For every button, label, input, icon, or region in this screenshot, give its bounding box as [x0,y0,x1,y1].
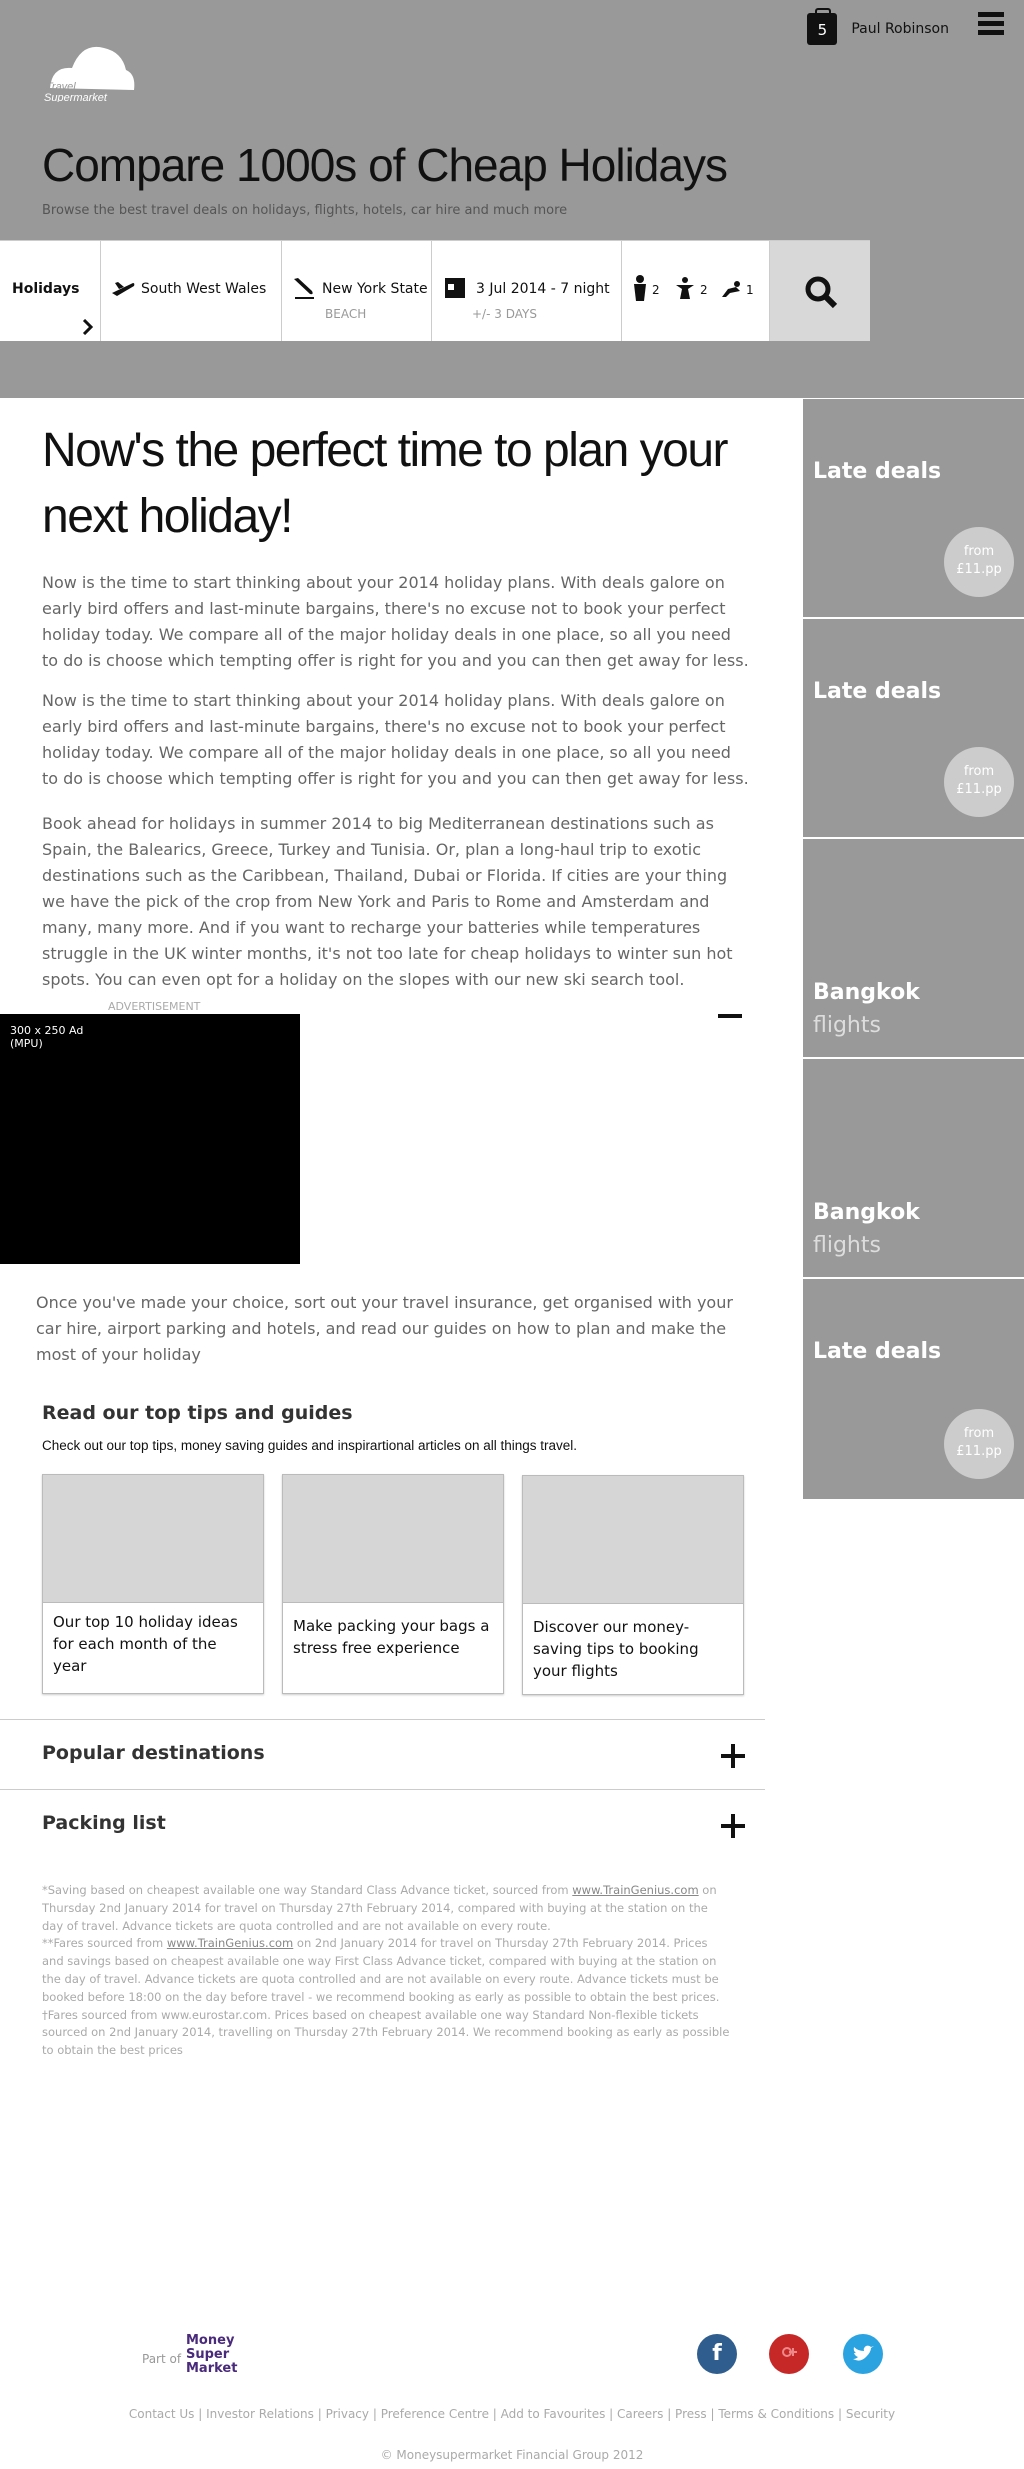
deal-subtitle: flights [813,1233,881,1258]
sidebar-destination-card[interactable] [803,1059,1024,1277]
destination-value: New York State [322,281,428,297]
from-value: South West Wales [141,281,267,297]
sidebar-deal-card[interactable] [803,1279,1024,1499]
adult-icon [632,275,648,301]
expand-icon[interactable] [721,1814,745,1838]
google-plus-icon[interactable] [769,2334,809,2374]
user-name[interactable]: Paul Robinson [851,21,949,37]
infants-count: 1 [746,283,754,297]
search-button[interactable] [770,241,870,341]
chevron-right-icon [82,319,94,335]
price-from: from [963,764,995,779]
deal-title: Bangkok [813,1200,920,1225]
logo-word: Money [186,2333,235,2348]
fine-print-text: †Fares sourced from www.eurostar.com. Prices based on cheapest available one way Standard Non-flexible tickets sourced on 2nd January 2014, travelling on Thursday 27th February 2014. We recommend booking as early as possible to obtain the best prices [42,2007,730,2058]
travelsupermarket-logo[interactable] [42,38,137,102]
hamburger-menu-icon[interactable] [978,12,1004,38]
intro-paragraph-2: Now is the time to start thinking about your 2014 holiday plans. With deals galore on early bird offers and last-minute bargains, there's no excuse not to book your perfect holiday today. We compare all of the major holiday deals in one place, so all you need to do is choose which tempting offer is right for you and you can then get away for less. [42,691,749,788]
destination-field[interactable] [282,241,432,341]
footer-links: Contact Us | Investor Relations | Privacy | Preference Centre | Add to Favourites | Careers | Press | Terms & Conditions | Security [128,2407,896,2421]
sidebar-destination-card[interactable] [803,839,1024,1057]
sidebar-deal-card[interactable] [803,619,1024,837]
accordion-title: Popular destinations [42,1742,265,1764]
part-of-label: Part of [142,2352,182,2366]
footer-link-add-to-favourites[interactable]: Add to Favourites [500,2407,606,2421]
ad-size-label: 300 x 250 Ad [10,1024,84,1037]
footer-link-preference-centre[interactable]: Preference Centre [380,2407,489,2421]
tip-card-title: Our top 10 holiday ideas for each month of the year [53,1613,238,1675]
passengers-field[interactable] [622,241,770,341]
bag-count: 5 [817,21,828,39]
destination-type: BEACH [325,307,367,321]
plane-landing-icon [292,277,316,299]
facebook-icon[interactable] [697,2334,737,2374]
tips-description: Check out our top tips, money saving guides and inspirartional articles on all things travel. [42,1438,578,1453]
children-count: 2 [700,283,708,297]
price-value: £11.pp [956,1444,1002,1459]
logo-text-supermarket: Supermarket [44,92,107,102]
copyright: © Moneysupermarket Financial Group 2012 [380,2448,644,2462]
adults-count: 2 [652,283,660,297]
intro-paragraph-1: Now is the time to start thinking about your 2014 holiday plans. With deals galore on early bird offers and last-minute bargains, there's no excuse not to book your perfect holiday today. We compare all of the major holiday deals in one place, so all you need to do is choose which tempting offer is right for you and you can then get away for less. [42,573,749,670]
closing-paragraph: Once you've made your choice, sort out your travel insurance, get organised with your car hire, airport parking and hotels, and read our guides on how to plan and make the most of your holiday [36,1293,733,1364]
tip-card-image [43,1475,263,1603]
footer-link-careers[interactable]: Careers [617,2407,664,2421]
logo-word: Market [186,2361,238,2376]
ad-type-label: (MPU) [10,1037,43,1050]
footer-link-investor-relations[interactable]: Investor Relations [206,2407,314,2421]
accordion-popular-destinations[interactable] [0,1719,765,1789]
deal-subtitle: flights [813,1013,881,1038]
deal-title: Late deals [813,459,942,484]
advertisement-mpu[interactable] [0,1014,300,1264]
tip-card-packing[interactable] [282,1474,504,1694]
price-badge [944,527,1014,597]
fine-print [42,1882,732,2060]
fine-print-text: **Fares sourced from [42,1936,167,1951]
footer-link-privacy[interactable]: Privacy [325,2407,370,2421]
traingenius-link[interactable]: www.TrainGenius.com [166,1936,294,1951]
logo-word: Super [186,2347,230,2362]
google-plus-glyph [779,2344,799,2364]
tip-card-holiday-ideas[interactable] [42,1474,264,1694]
deal-title: Bangkok [813,980,920,1005]
collapse-icon[interactable] [718,1014,742,1018]
tip-card-money-saving[interactable] [522,1475,744,1695]
price-badge [944,747,1014,817]
price-value: £11.pp [956,782,1002,797]
date-value: 3 Jul 2014 - 7 night [476,281,610,297]
footer-link-terms[interactable]: Terms & Conditions [718,2407,835,2421]
infant-icon [722,281,742,297]
twitter-bird-glyph [852,2345,874,2363]
sidebar-deal-card[interactable] [803,399,1024,617]
logo-text-travel: Travel [46,81,76,93]
from-field[interactable] [101,241,282,341]
price-from: from [963,544,995,559]
tip-card-image [283,1475,503,1603]
page-subtitle: Browse the best travel deals on holidays, flights, hotels, car hire and much more [42,203,568,218]
date-field[interactable] [432,241,622,341]
accordion-title: Packing list [42,1812,166,1834]
advertisement-label: ADVERTISEMENT [108,1000,201,1013]
date-flexibility: +/- 3 DAYS [472,307,537,321]
tip-card-title: Make packing your bags a stress free experience [293,1617,490,1657]
fine-print-text: *Saving based on cheapest available one way Standard Class Advance ticket, sourced from [42,1883,573,1897]
main-heading: Now's the perfect time to plan your next holiday! [42,424,728,543]
intro-paragraph-3: Book ahead for holidays in summer 2014 to big Mediterranean destinations such as Spain, the Balearics, Greece, Turkey and Tunisia. Or, plan a long-haul trip to exotic destinations such as the Caribbean, Thailand, Dubai or Florida. If cities are your thing we have the pick of the crop from New York and Paris to Rome and Amsterdam and many, many more. And if you want to recharge your batteries while temperatures struggle in the UK winter months, it's not too late for cheap holidays to winter sun hot spots. You can even opt for a holiday on the slopes with our new ski search tool. [42,814,733,989]
hero-header [0,0,1024,398]
fine-print-text: on 2nd January 2014 for travel on Thursday 27th February 2014. Prices and savings based on cheapest available one way First Class Advance ticket, compared with buying at the station on the day of travel. Advance tickets are quota controlled and are not available on every route. Advance tickets must be booked before 18:00 on the day before travel - we recommend booking as early as possible to obtain the best prices. [42,1936,720,2004]
search-type-selector[interactable] [0,241,101,341]
search-bar [0,240,870,340]
tip-card-image [523,1476,743,1604]
facebook-glyph: f [712,2341,722,2366]
footer-link-press[interactable]: Press [675,2407,707,2421]
user-area [807,13,949,45]
tips-title[interactable]: Read our top tips and guides [42,1402,353,1424]
search-icon [804,275,838,309]
moneysupermarket-logo[interactable] [186,2334,237,2376]
deal-title: Late deals [813,679,942,704]
bag-icon[interactable] [807,13,837,45]
price-from: from [963,1426,995,1441]
footer-link-contact[interactable]: Contact Us [128,2407,195,2421]
page-title: Compare 1000s of Cheap Holidays [42,139,727,191]
traingenius-link[interactable]: www.TrainGenius.com [572,1883,699,1897]
twitter-icon[interactable] [843,2334,883,2374]
tip-card-title: Discover our money-saving tips to booking your flights [533,1618,699,1680]
price-badge [944,1409,1014,1479]
footer-link-security[interactable]: Security [845,2407,896,2421]
deal-title: Late deals [813,1339,942,1364]
expand-icon[interactable] [721,1744,745,1768]
plane-takeoff-icon [111,279,135,301]
fine-print-text: on Thursday 2nd January 2014 for travel on Thursday 27th February 2014, compared with buying at the station on the day of travel. Advance tickets are quota controlled and are not available on every route. [42,1883,717,1933]
accordion-packing-list[interactable] [0,1789,765,1859]
search-type-label: Holidays [12,281,80,297]
child-icon [676,277,694,299]
price-value: £11.pp [956,562,1002,577]
calendar-icon [444,277,466,299]
